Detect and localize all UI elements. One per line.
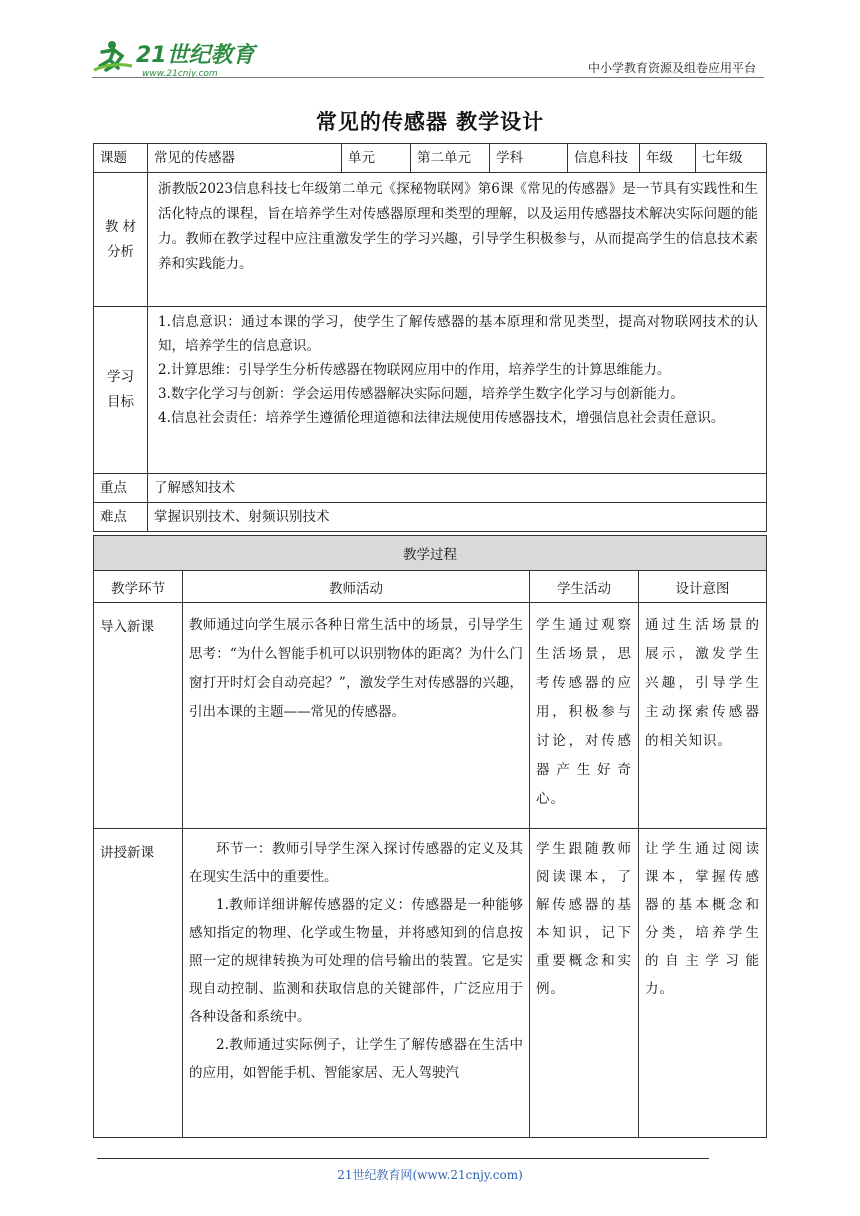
student-activity: 学生跟随教师阅读课本，了解传感器的基本知识，记下重要概念和实例。 [530,829,639,1138]
header-student: 学生活动 [530,571,639,603]
site-logo[interactable] [92,36,262,80]
stage-cell: 导入新课 [94,603,183,829]
design-intent: 让学生通过阅读课本，掌握传感器的基本概念和分类，培养学生的自主学习能力。 [639,829,767,1138]
page-title: 常见的传感器 教学设计 [315,110,545,134]
design-intent: 通过生活场景的展示，激发学生兴趣，引导学生主动探索传感器的相关知识。 [639,603,767,829]
difficulty-label: 难点 [94,503,148,532]
info-row-key [94,474,767,503]
footer-divider [97,1158,709,1159]
analysis-label [94,173,148,307]
info-row-course [94,144,767,173]
logo-text: 21世纪教育 [136,43,255,68]
header-divider [92,77,764,78]
logo-graphic [92,36,262,80]
goal-item: 1.信息意识：通过本课的学习，使学生了解传感器的基本原理和常见类型，提高对物联网技术的认知，培养学生的信息意识。 [158,314,758,354]
goals-list [148,307,767,474]
subject-value: 信息科技 [568,144,640,173]
info-row-analysis [94,173,767,307]
teacher-paragraph: 1.教师详细讲解传感器的定义：传感器是一种能够感知指定的物理、化学或生物量，并将感知到的信息按照一定的规律转换为可处理的信号输出的装置。它是实现自动控制、监测和获取信息的关键部件，广泛应用于各种设备和系统中。 [189,897,523,1025]
stage-cell: 讲授新课 [94,829,183,1138]
grade-value: 七年级 [696,144,767,173]
grade-label: 年级 [640,144,696,173]
process-header-row [94,571,767,603]
header-intent: 设计意图 [639,571,767,603]
goal-item: 3.数字化学习与创新：学会运用传感器解决实际问题，培养学生数字化学习与创新能力。 [158,386,684,402]
teacher-activity: 教师通过向学生展示各种日常生活中的场景，引导学生思考：“为什么智能手机可以识别物体的距离？为什么门窗打开时灯会自动亮起？”，激发学生对传感器的兴趣，引出本课的主题——常见的传感器。 [183,603,530,829]
process-banner-row [94,536,767,571]
lesson-info-table [93,143,767,532]
process-row-new [94,829,767,1138]
goals-label-line2: 目标 [107,394,134,410]
teaching-process-table [93,535,767,1138]
teacher-activity [183,829,530,1138]
logo-url: www.21cnjy.com [142,69,218,79]
footer-link[interactable]: 21世纪教育网(www.21cnjy.com) [337,1168,523,1182]
info-row-goals [94,307,767,474]
analysis-text: 浙教版2023信息科技七年级第二单元《探秘物联网》第6课《常见的传感器》是一节具有实践性和生活化特点的课程，旨在培养学生对传感器原理和类型的理解，以及运用传感器技术解决实际问题的能力。教师在教学过程中应注重激发学生的学习兴趣，引导学生积极参与，从而提高学生的信息技术素养和实践能力。 [148,173,767,307]
difficulty-value: 掌握识别技术、射频识别技术 [148,503,767,532]
unit-value: 第二单元 [411,144,490,173]
analysis-label-line2: 分析 [107,243,134,260]
goal-item: 4.信息社会责任：培养学生遵循伦理道德和法律法规使用传感器技术，增强信息社会责任意识。 [158,410,725,426]
goals-label [94,307,148,474]
subject-label: 学科 [490,144,568,173]
process-banner: 教学过程 [94,536,767,571]
student-activity: 学生通过观察生活场景，思考传感器的应用，积极参与讨论，对传感器产生好奇心。 [530,603,639,829]
goals-label-line1: 学习 [107,369,134,385]
key-label: 重点 [94,474,148,503]
header-teacher: 教师活动 [183,571,530,603]
goal-item: 2.计算思维：引导学生分析传感器在物联网应用中的作用，培养学生的计算思维能力。 [158,362,671,378]
platform-name: 中小学教育资源及组卷应用平台 [587,61,756,75]
teacher-paragraph: 2.教师通过实际例子，让学生了解传感器在生活中的应用，如智能手机、智能家居、无人驾驶汽 [189,1037,523,1081]
teacher-paragraph: 环节一：教师引导学生深入探讨传感器的定义及其在现实生活中的重要性。 [189,841,523,885]
header-stage: 教学环节 [94,571,183,603]
unit-label: 单元 [342,144,411,173]
course-label: 课题 [94,144,148,173]
analysis-label-line1: 教 材 [104,218,137,235]
key-value: 了解感知技术 [148,474,767,503]
course-value: 常见的传感器 [148,144,342,173]
info-row-difficulty [94,503,767,532]
process-row-intro [94,603,767,829]
